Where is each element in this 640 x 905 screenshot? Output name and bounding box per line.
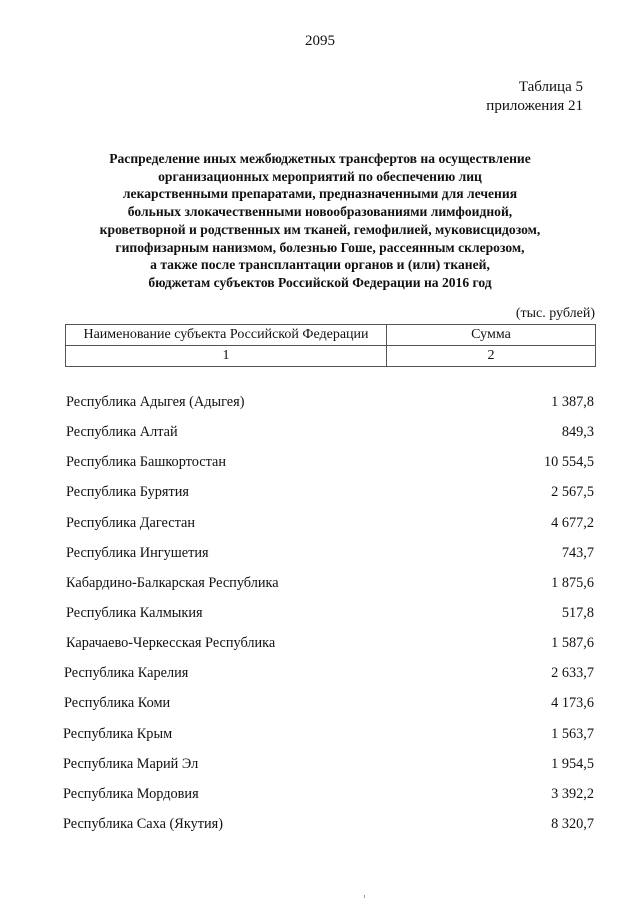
title-line: гипофизарным нанизмом, болезнью Гоше, рассеянным склерозом, bbox=[115, 239, 525, 255]
amount-value: 2 567,5 bbox=[551, 484, 594, 501]
header-subject-name: Наименование субъекта Российской Федерации bbox=[66, 325, 387, 346]
subject-name: Республика Карелия bbox=[64, 665, 189, 682]
title-line: лекарственными препаратами, предназначенными для лечения bbox=[122, 186, 518, 202]
table-header bbox=[65, 324, 596, 367]
table-row bbox=[0, 756, 640, 786]
amount-value: 1 875,6 bbox=[551, 574, 594, 591]
column-number-row bbox=[66, 346, 596, 367]
header-row bbox=[66, 325, 596, 346]
subject-name: Республика Саха (Якутия) bbox=[63, 815, 223, 832]
subject-name: Республика Башкортостан bbox=[66, 454, 226, 471]
title-line: Распределение иных межбюджетных трансфертов на осуществление bbox=[109, 151, 531, 166]
column-number-1: 1 bbox=[66, 346, 387, 367]
table-row bbox=[0, 424, 640, 454]
amount-value: 4 677,2 bbox=[551, 514, 594, 531]
title-line: кроветворной и родственных им тканей, гемофилией, муковисцидозом, bbox=[99, 221, 541, 237]
table-row bbox=[0, 816, 640, 846]
table-row bbox=[0, 515, 640, 545]
amount-value: 849,3 bbox=[561, 424, 594, 441]
document-title bbox=[40, 150, 600, 292]
amount-value: 1 563,7 bbox=[551, 725, 594, 742]
table-row bbox=[0, 454, 640, 484]
scan-artifact-mark bbox=[364, 895, 365, 898]
subject-name: Кабардино-Балкарская Республика bbox=[66, 574, 279, 591]
table-row bbox=[0, 545, 640, 575]
table-label-line-1: Таблица 5 bbox=[518, 79, 583, 95]
amount-value: 1 387,8 bbox=[551, 394, 594, 410]
units-label: (тыс. рублей) bbox=[515, 306, 595, 321]
amount-value: 1 587,6 bbox=[551, 635, 594, 652]
table-row bbox=[0, 786, 640, 816]
table-label-line-2: приложения 21 bbox=[486, 98, 583, 114]
subject-name: Республика Крым bbox=[63, 725, 173, 742]
table-row bbox=[0, 575, 640, 605]
amount-value: 2 633,7 bbox=[551, 665, 594, 682]
title-line: бюджетам субъектов Российской Федерации на 2016 год bbox=[148, 274, 492, 290]
amount-value: 517,8 bbox=[561, 604, 594, 621]
subject-name: Республика Марий Эл bbox=[63, 755, 199, 772]
amount-value: 3 392,2 bbox=[551, 785, 594, 802]
subject-name: Республика Дагестан bbox=[66, 514, 196, 531]
page-number: 2095 bbox=[305, 33, 335, 49]
title-line: а также после трансплантации органов и (или) тканей, bbox=[150, 257, 490, 273]
amount-value: 743,7 bbox=[561, 544, 594, 561]
amount-value: 1 954,5 bbox=[551, 755, 594, 772]
title-line: организационных мероприятий по обеспечению лиц bbox=[158, 168, 482, 184]
table-row bbox=[0, 695, 640, 725]
table-row bbox=[0, 726, 640, 756]
table-label bbox=[486, 78, 583, 116]
header-amount: Сумма bbox=[387, 325, 596, 346]
table-row bbox=[0, 394, 640, 424]
subject-name: Карачаево-Черкесская Республика bbox=[66, 635, 276, 652]
amount-value: 8 320,7 bbox=[551, 815, 594, 832]
table-row bbox=[0, 484, 640, 514]
subject-name: Республика Алтай bbox=[66, 424, 178, 441]
table-row bbox=[0, 665, 640, 695]
table-row bbox=[0, 635, 640, 665]
table-row bbox=[0, 605, 640, 635]
subject-name: Республика Коми bbox=[64, 695, 171, 712]
subject-name: Республика Ингушетия bbox=[66, 544, 209, 561]
amount-value: 10 554,5 bbox=[543, 454, 594, 471]
subject-name: Республика Калмыкия bbox=[66, 604, 203, 621]
title-line: больных злокачественными новообразованиями лимфоидной, bbox=[127, 204, 513, 220]
subject-name: Республика Адыгея (Адыгея) bbox=[66, 394, 245, 410]
column-number-2: 2 bbox=[387, 346, 596, 367]
subject-name: Республика Бурятия bbox=[66, 484, 189, 501]
subject-name: Республика Мордовия bbox=[63, 785, 199, 802]
amount-value: 4 173,6 bbox=[551, 695, 594, 712]
table-body bbox=[0, 394, 640, 846]
